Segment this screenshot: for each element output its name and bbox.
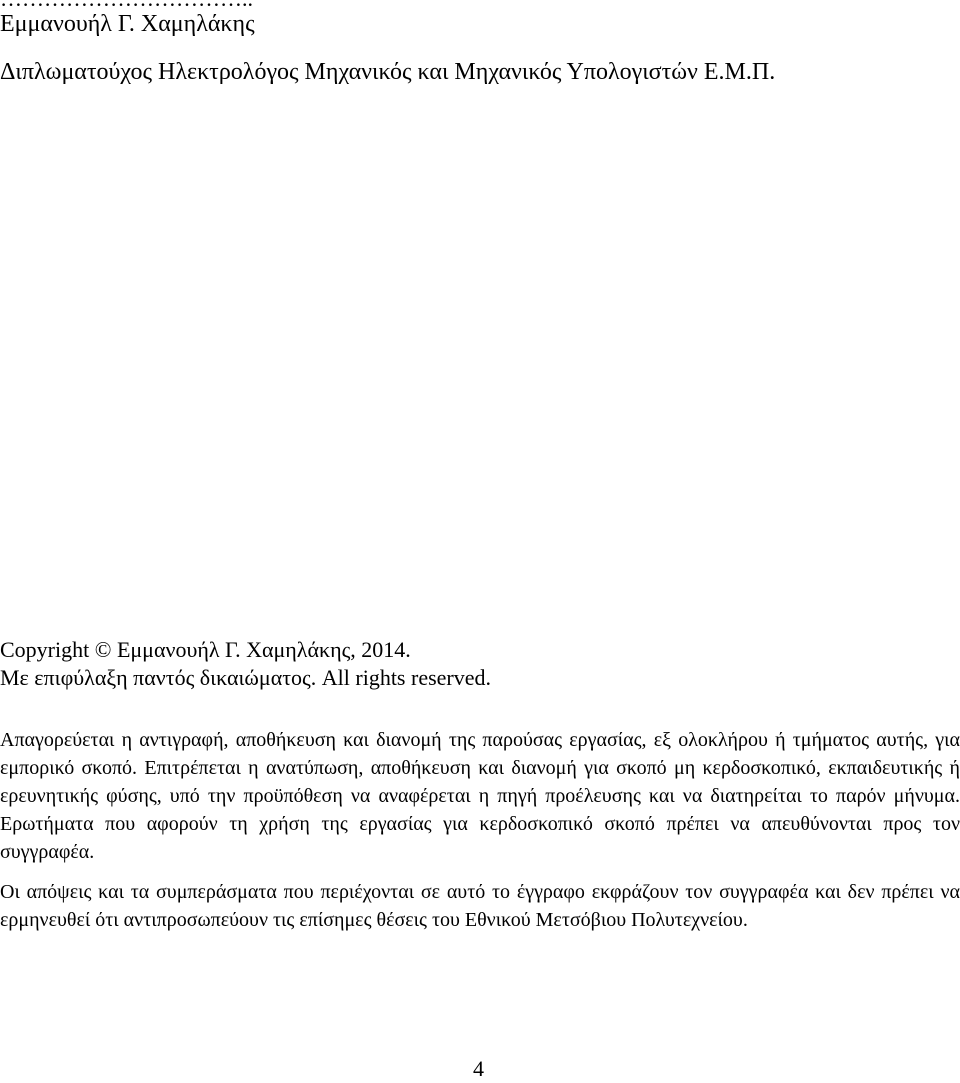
copyright-block: [0, 636, 491, 692]
usage-terms-paragraph: Απαγορεύεται η αντιγραφή, αποθήκευση και διανομή της παρούσας εργασίας, εξ ολοκλήρου ή τμήματος αυτής, για εμπορικό σκοπό. Επιτρέπεται η ανατύπωση, αποθήκευση και διανομή για σκοπό μη κερδοσκοπικό, εκπαιδευτικής ή ερευνητικής φύσης, υπό την προϋπόθεση να αναφέρεται η πηγή προέλευσης και να διατηρείται το παρόν μήνυμα. Ερωτήματα που αφορούν τη χρήση της εργασίας για κερδοσκοπικό σκοπό πρέπει να απευθύνονται προς τον συγγραφέα.: [0, 729, 960, 863]
copyright-notice: Copyright © Εμμανουήλ Γ. Χαμηλάκης, 2014.: [0, 637, 411, 662]
page-number: 4: [473, 1056, 484, 1081]
author-degree: Διπλωματούχος Ηλεκτρολόγος Μηχανικός και Μηχανικός Υπολογιστών Ε.Μ.Π.: [0, 59, 776, 85]
disclaimer-paragraph: Οι απόψεις και τα συμπεράσματα που περιέχονται σε αυτό το έγγραφο εκφράζουν τον συγγραφέα και δεν πρέπει να ερμηνευθεί ότι αντιπροσωπεύουν τις επίσημες θέσεις του Εθνικού Μετσόβιου Πολυτεχνείου.: [0, 881, 960, 931]
author-name: Εμμανουήλ Γ. Χαμηλάκης: [0, 11, 255, 37]
rights-reserved: Με επιφύλαξη παντός δικαιώματος. All rights reserved.: [0, 665, 492, 690]
